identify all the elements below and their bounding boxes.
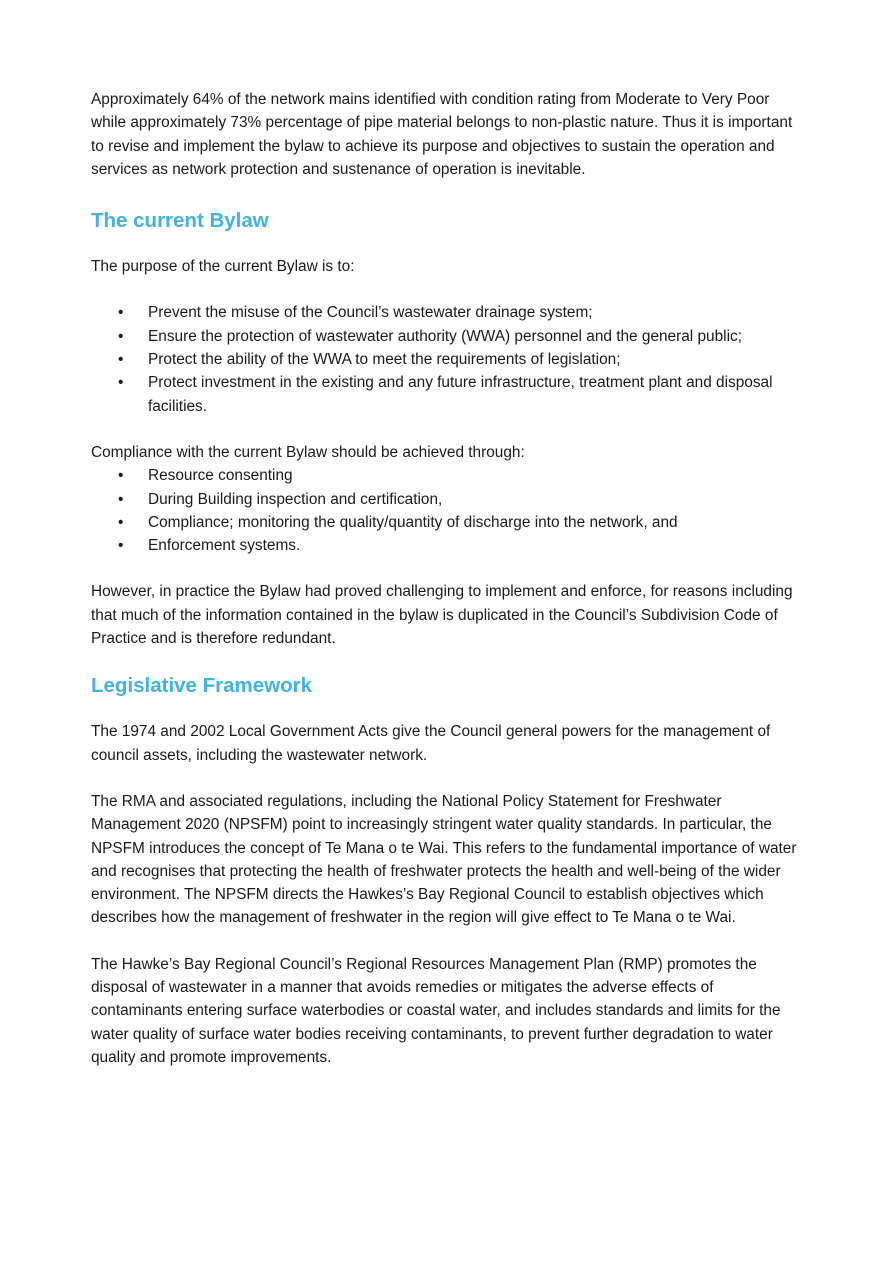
purpose-list-item: [91, 371, 799, 418]
bullet-icon: •: [118, 327, 124, 345]
purpose-item-text: Ensure the protection of wastewater authority (WWA) personnel and the general public;: [148, 327, 742, 345]
compliance-intro: Compliance with the current Bylaw should be achieved through:: [91, 443, 525, 461]
intro-paragraph: Approximately 64% of the network mains identified with condition rating from Moderate to Very Poor while approximately 73% percentage of pipe material belongs to non-plastic nature. Thus it is important to revise and implement the bylaw to achieve its purpose and objectives to sustain the operation and services as network protection and sustenance of operation is inevitable.: [91, 91, 793, 178]
bullet-icon: •: [118, 304, 124, 322]
purpose-list: [91, 301, 799, 417]
compliance-item-text: During Building inspection and certification,: [148, 490, 443, 508]
purpose-item-text: Protect investment in the existing and any future infrastructure, treatment plant and disposal facilities.: [148, 374, 773, 415]
bullet-icon: •: [118, 467, 124, 485]
purpose-item-text: Protect the ability of the WWA to meet the requirements of legislation;: [148, 351, 621, 369]
legislative-paragraph: The RMA and associated regulations, including the National Policy Statement for Freshwater Management 2020 (NPSFM) point to increasingly stringent water quality standards. In particular, the NPSFM introduces the concept of Te Mana o te Wai. This refers to the fundamental importance of water and recognises that protecting the health of freshwater protects the health and well-being of the wider environment. The NPSFM directs the Hawkes’s Bay Regional Council to establish objectives which describes how the management of freshwater in the region will give effect to Te Mana o te Wai.: [91, 792, 797, 927]
compliance-list: [91, 464, 799, 557]
purpose-list-item: [91, 348, 799, 371]
compliance-item-text: Resource consenting: [148, 467, 293, 485]
compliance-list-item: [91, 534, 799, 557]
bullet-icon: •: [118, 537, 124, 555]
purpose-list-item: [91, 325, 799, 348]
compliance-list-item: [91, 464, 799, 487]
legislative-paragraph: The 1974 and 2002 Local Government Acts give the Council general powers for the management of council assets, including the wastewater network.: [91, 723, 771, 764]
purpose-intro: The purpose of the current Bylaw is to:: [91, 258, 355, 276]
document-page: [91, 88, 799, 1069]
purpose-list-item: [91, 301, 799, 324]
legislative-paragraph: The Hawke’s Bay Regional Council’s Regional Resources Management Plan (RMP) promotes the disposal of wastewater in a manner that avoids remedies or mitigates the adverse effects of contaminants entering surface waterbodies or coastal water, and includes standards and limits for the water quality of surface water bodies receiving contaminants, to prevent further degradation to water quality and promote improvements.: [91, 955, 781, 1066]
bullet-icon: •: [118, 513, 124, 531]
section-heading-current-bylaw: The current Bylaw: [91, 209, 269, 233]
bullet-icon: •: [118, 374, 124, 392]
purpose-item-text: Prevent the misuse of the Council’s wastewater drainage system;: [148, 304, 593, 322]
bullet-icon: •: [118, 490, 124, 508]
section-heading-legislative-framework: Legislative Framework: [91, 674, 313, 698]
bullet-icon: •: [118, 351, 124, 369]
compliance-list-item: [91, 488, 799, 511]
bylaw-closing-paragraph: However, in practice the Bylaw had proved challenging to implement and enforce, for reasons including that much of the information contained in the bylaw is duplicated in the Council’s Subdivision Code of Practice and is therefore redundant.: [91, 583, 793, 648]
compliance-item-text: Enforcement systems.: [148, 537, 301, 555]
compliance-item-text: Compliance; monitoring the quality/quantity of discharge into the network, and: [148, 513, 678, 531]
compliance-list-item: [91, 511, 799, 534]
